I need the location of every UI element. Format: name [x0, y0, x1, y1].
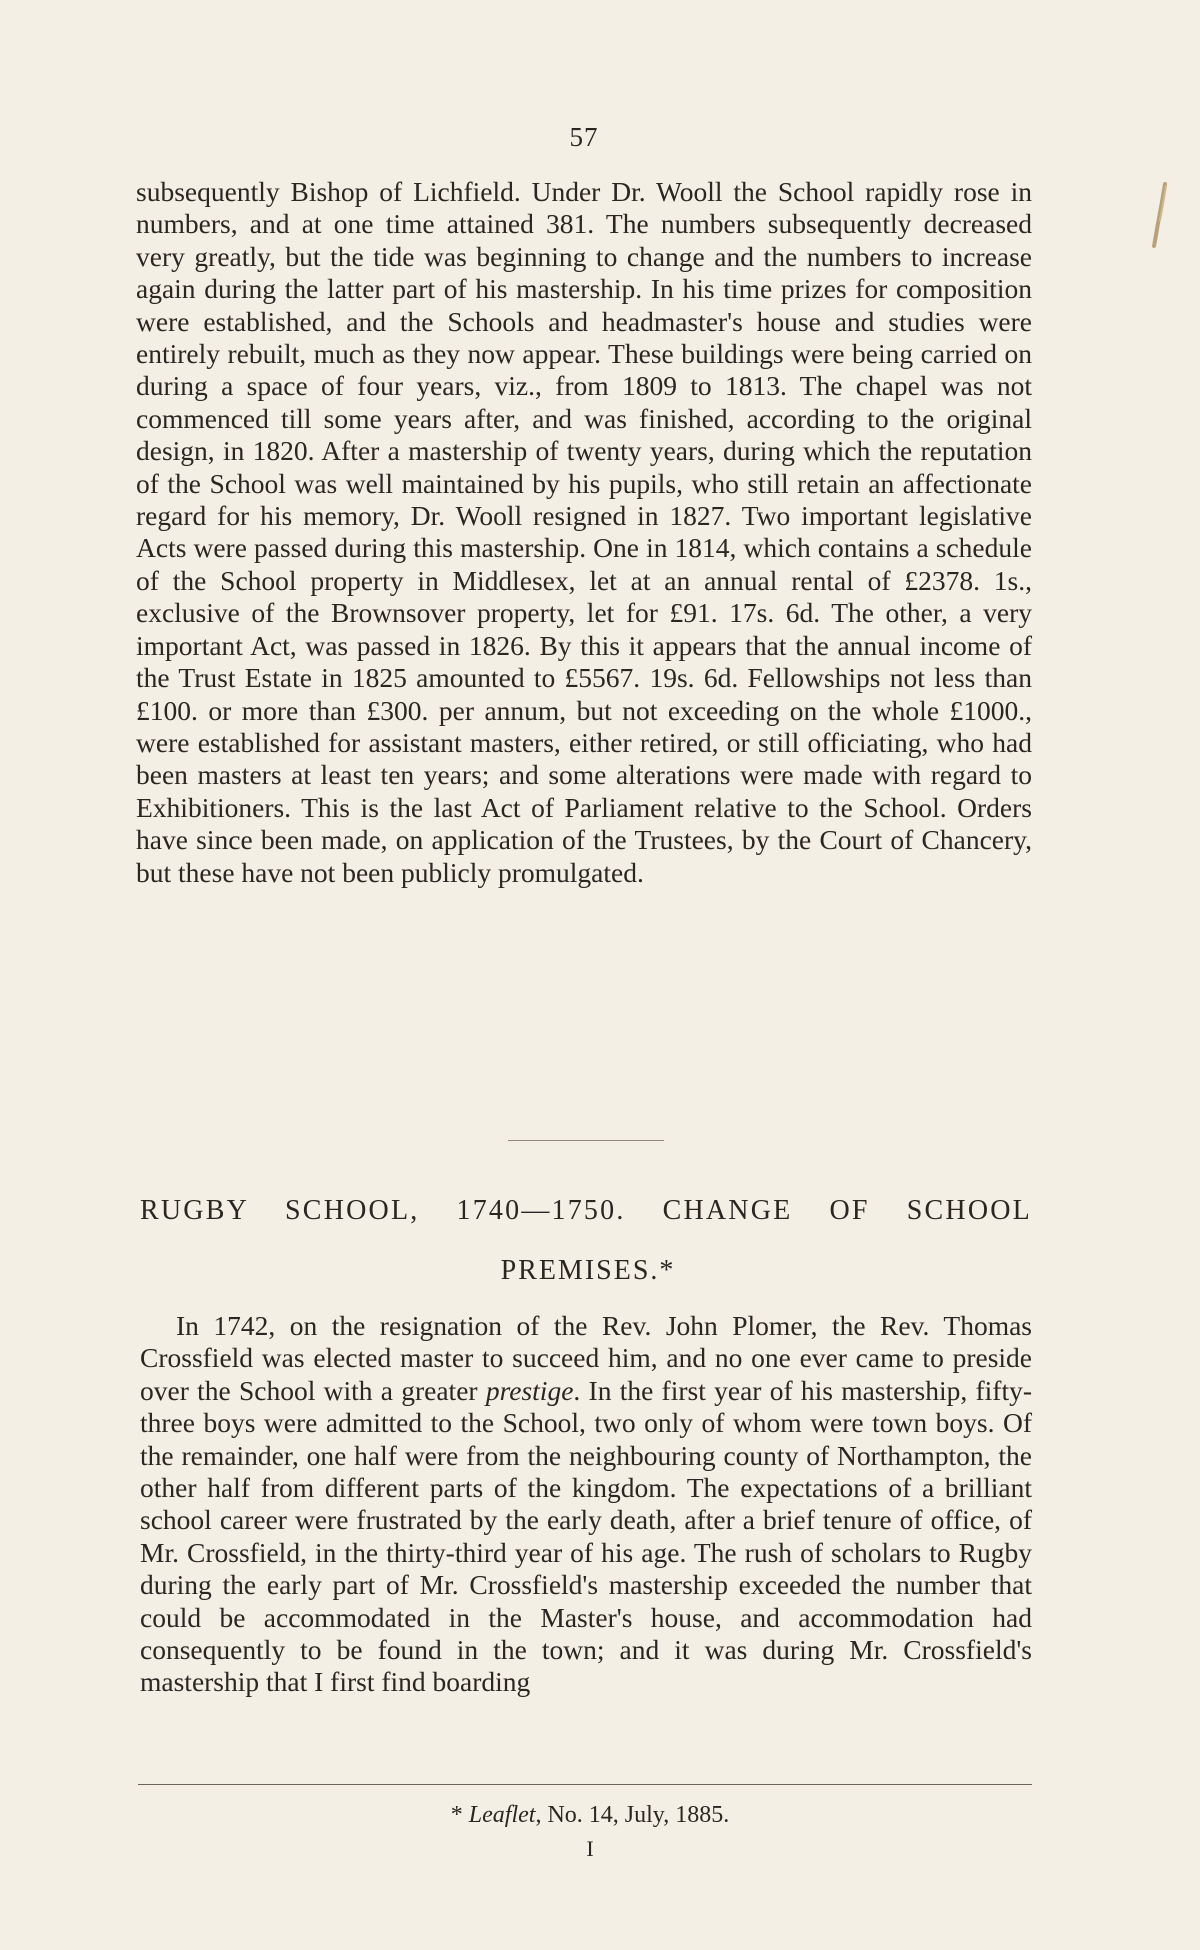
footnote-rule	[138, 1784, 1032, 1785]
paragraph-2-italic-word: prestige	[485, 1374, 574, 1406]
paragraph-2-text-b: . In the first year of his mastership, fifty-three boys were admitted to the School, two only of whom were town boys. Of the remainder, one half were from the neighbouring county of Northampton, the other half from different parts of the kingdom. The expectations of a brilliant school career were frustrated by the early death, after a brief tenure of office, of Mr. Crossfield, in the thirty-third year of his age. The rush of scholars to Rugby during the early part of Mr. Crossfield's mastership exceeded the number that could be accommodated in the Master's house, and accommodation had consequently to be found in the town; and it was during Mr. Crossfield's mastership that I first find boarding	[140, 1374, 1032, 1698]
signature-mark: I	[586, 1836, 594, 1861]
section-title-continued: PREMISES.*	[500, 1255, 676, 1286]
paragraph-1: subsequently Bishop of Lichfield. Under Dr. Wooll the School rapidly rose in numbers, and at one time attained 381. The numbers subsequently decreased very greatly, but the tide was beginning to change and the numbers to increase again during the latter part of his mastership. In his time prizes for composition were established, and the Schools and headmaster's house and studies were entirely rebuilt, much as they now appear. These buildings were being carried on during a space of four years, viz., from 1809 to 1813. The chapel was not commenced till some years after, and was finished, according to the original design, in 1820. After a mastership of twenty years, during which the reputation of the School was well maintained by his pupils, who still retain an affectionate regard for his memory, Dr. Wooll resigned in 1827. Two important legislative Acts were passed during this mastership. One in 1814, which contains a schedule of the School property in Middlesex, let at an annual rental of £2378. 1s., exclusive of the Brownsover property, let for £91. 17s. 6d. The other, a very important Act, was passed in 1826. By this it appears that the annual income of the Trust Estate in 1825 amounted to £5567. 19s. 6d. Fellowships not less than £100. or more than £300. per annum, but not exceeding on the whole £1000., were established for assistant masters, either retired, or still officiating, who had been masters at least ten years; and some alterations were made with regard to Exhibitioners. This is the last Act of Parliament relative to the School. Orders have since been made, on application of the Trustees, by the Court of Chancery, but these have not been publicly promulgated.	[136, 176, 1032, 888]
footnote-star: *	[450, 1802, 469, 1828]
paragraph-2-text-a: In 1742, on the resignation of the Rev. John Plomer, the Rev. Thomas Crossfield was elected master to succeed him, and no one ever came to preside over the School with a greater	[140, 1310, 1032, 1406]
footnote-source: Leaflet	[468, 1802, 536, 1828]
footnote-detail: , No. 14, July, 1885.	[535, 1802, 730, 1828]
page-number: 57	[569, 122, 599, 152]
pencil-mark-icon	[1152, 182, 1168, 248]
paragraph-2	[140, 1310, 1032, 1699]
footnote	[0, 1802, 1180, 1829]
body-text-section-1	[136, 176, 1032, 889]
section-divider	[508, 1140, 664, 1141]
section-title: RUGBY SCHOOL, 1740—1750. CHANGE OF SCHOOL	[140, 1195, 1032, 1226]
body-text-section-2	[140, 1310, 1032, 1699]
